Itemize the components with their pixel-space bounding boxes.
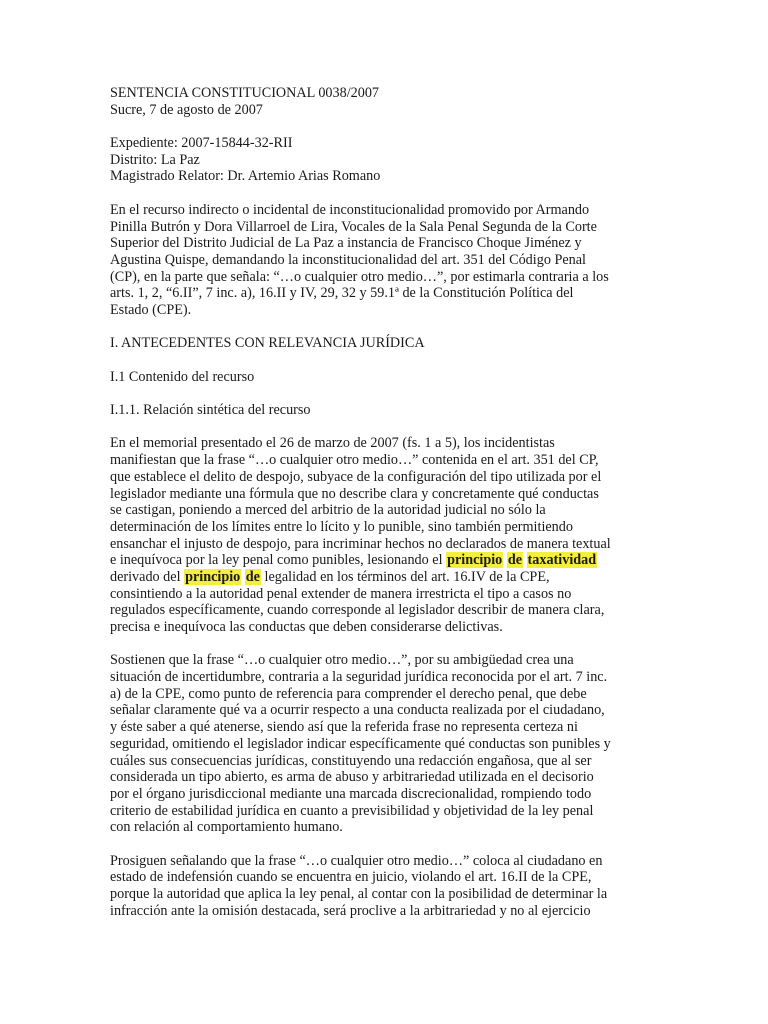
paragraph-prosiguen: [110, 853, 662, 920]
text-line: considerada un tipo abierto, es arma de abuso y arbitrariedad utilizada en el decisorio: [110, 769, 594, 786]
text-line: señalar claramente qué va a ocurrir respecto a una conducta realizada por el ciudadano,: [110, 702, 605, 719]
text-fragment: derivado del: [110, 568, 185, 585]
search-highlight: de: [507, 552, 522, 569]
spacer: [110, 319, 662, 336]
spacer: [110, 636, 662, 653]
search-highlight: principio: [185, 568, 241, 585]
text-line: infracción ante la omisión destacada, será proclive a la arbitrariedad y no al ejercicio: [110, 902, 591, 919]
text-line: por el órgano jurisdiccional mediante una marcada discrecionalidad, rompiendo todo: [110, 785, 592, 802]
text-line: criterio de estabilidad jurídica en cuanto a previsibilidad y objetividad de la ley penal: [110, 802, 594, 819]
text-line: Sostienen que la frase “…o cualquier otro medio…”, por su ambigüedad crea una: [110, 652, 574, 669]
text-line: Estado (CPE).: [110, 301, 192, 318]
text-line: (CP), en la parte que señala: “…o cualquier otro medio…”, por estimarla contraria a los: [110, 268, 609, 285]
spacer: [110, 352, 662, 369]
search-highlight: de: [245, 568, 260, 585]
paragraph-memorial: [110, 435, 662, 635]
text-line: Agustina Quispe, demandando la inconstitucionalidad del art. 351 del Código Penal: [110, 251, 586, 268]
text-fragment: legalidad en los términos del art. 16.IV de la CPE,: [264, 568, 550, 585]
text-line: porque la autoridad que aplica la ley penal, al contar con la posibilidad de determinar la: [110, 886, 608, 902]
document-title: SENTENCIA CONSTITUCIONAL 0038/2007: [110, 85, 380, 101]
text-line: y éste saber a qué atenerse, siendo así que la referida frase no representa certeza ni: [110, 719, 578, 736]
section-heading: I. ANTECEDENTES CON RELEVANCIA JURÍDICA: [110, 335, 425, 352]
text-line: ensanchar el injusto de despojo, para incriminar hechos no declarados de manera textual: [110, 535, 611, 552]
text-line: Prosiguen señalando que la frase “…o cualquier otro medio…” coloca al ciudadano en: [110, 852, 603, 869]
place-date: Sucre, 7 de agosto de 2007: [110, 101, 263, 118]
search-highlight: taxatividad: [527, 552, 597, 569]
text-line: precisa e inequívoca las conductas que deben considerarse delictivas.: [110, 619, 503, 635]
text-line: con relación al comportamiento humano.: [110, 819, 343, 836]
text-line: manifiestan que la frase “…o cualquier otro medio…” contenida en el art. 351 del CP,: [110, 452, 599, 469]
spacer: [110, 118, 662, 135]
text-line: que establece el delito de despojo, subyace de la configuración del tipo utilizada por el: [110, 468, 602, 485]
text-line: cuáles sus consecuencias jurídicas, constituyendo una redacción engañosa, que al ser: [110, 752, 592, 769]
text-line: situación de incertidumbre, contraria a la seguridad jurídica reconocida por el art. 7 inc.: [110, 669, 608, 686]
text-fragment: e inequívoca por la ley penal como punibles, lesionando el: [110, 552, 447, 569]
text-line: En el memorial presentado el 26 de marzo de 2007 (fs. 1 a 5), los incidentistas: [110, 435, 555, 452]
text-line: Superior del Distrito Judicial de La Paz a instancia de Francisco Choque Jiménez y: [110, 235, 582, 252]
text-line: seguridad, omitiendo el legislador indicar específicamente qué conductas son punibles y: [110, 735, 611, 752]
subsubsection-heading: I.1.1. Relación sintética del recurso: [110, 402, 311, 419]
text-line: Pinilla Butrón y Dora Villarroel de Lira, Vocales de la Sala Penal Segunda de la Corte: [110, 218, 597, 235]
text-line-highlighted: [110, 552, 662, 569]
intro-paragraph: [110, 202, 662, 319]
text-line: estado de indefensión cuando se encuentra en juicio, violando el art. 16.II de la CPE,: [110, 869, 592, 886]
text-line: consintiendo a la autoridad penal extender de manera irrestricta el tipo a casos no: [110, 585, 572, 602]
subsection-heading: I.1 Contenido del recurso: [110, 368, 255, 385]
search-highlight: principio: [447, 552, 503, 569]
text-line: regulados específicamente, cuando corresponde al legislador describir de manera clara,: [110, 602, 605, 619]
text-line: En el recurso indirecto o incidental de inconstitucionalidad promovido por Armando: [110, 201, 590, 218]
text-line-highlighted: [110, 569, 662, 586]
spacer: [110, 419, 662, 436]
document-page: [110, 85, 662, 919]
spacer: [110, 385, 662, 402]
paragraph-sostienen: [110, 652, 662, 836]
text-line: legislador mediante una fórmula que no describe clara y concretamente qué conductas: [110, 485, 599, 502]
spacer: [110, 185, 662, 202]
spacer: [110, 836, 662, 853]
text-line: arts. 1, 2, “6.II”, 7 inc. a), 16.II y IV, 29, 32 y 59.1ª de la Constitución Política del: [110, 285, 574, 302]
text-line: a) de la CPE, como punto de referencia para comprender el derecho penal, que debe: [110, 685, 587, 702]
magistrado-relator: Magistrado Relator: Dr. Artemio Arias Romano: [110, 168, 381, 185]
text-line: se castigan, poniendo a merced del arbitrio de la autoridad judicial no sólo la: [110, 502, 546, 519]
text-line: determinación de los límites entre lo lícito y lo punible, sino también permitiendo: [110, 518, 573, 535]
distrito: Distrito: La Paz: [110, 151, 200, 168]
expediente: Expediente: 2007-15844-32-RII: [110, 135, 293, 152]
